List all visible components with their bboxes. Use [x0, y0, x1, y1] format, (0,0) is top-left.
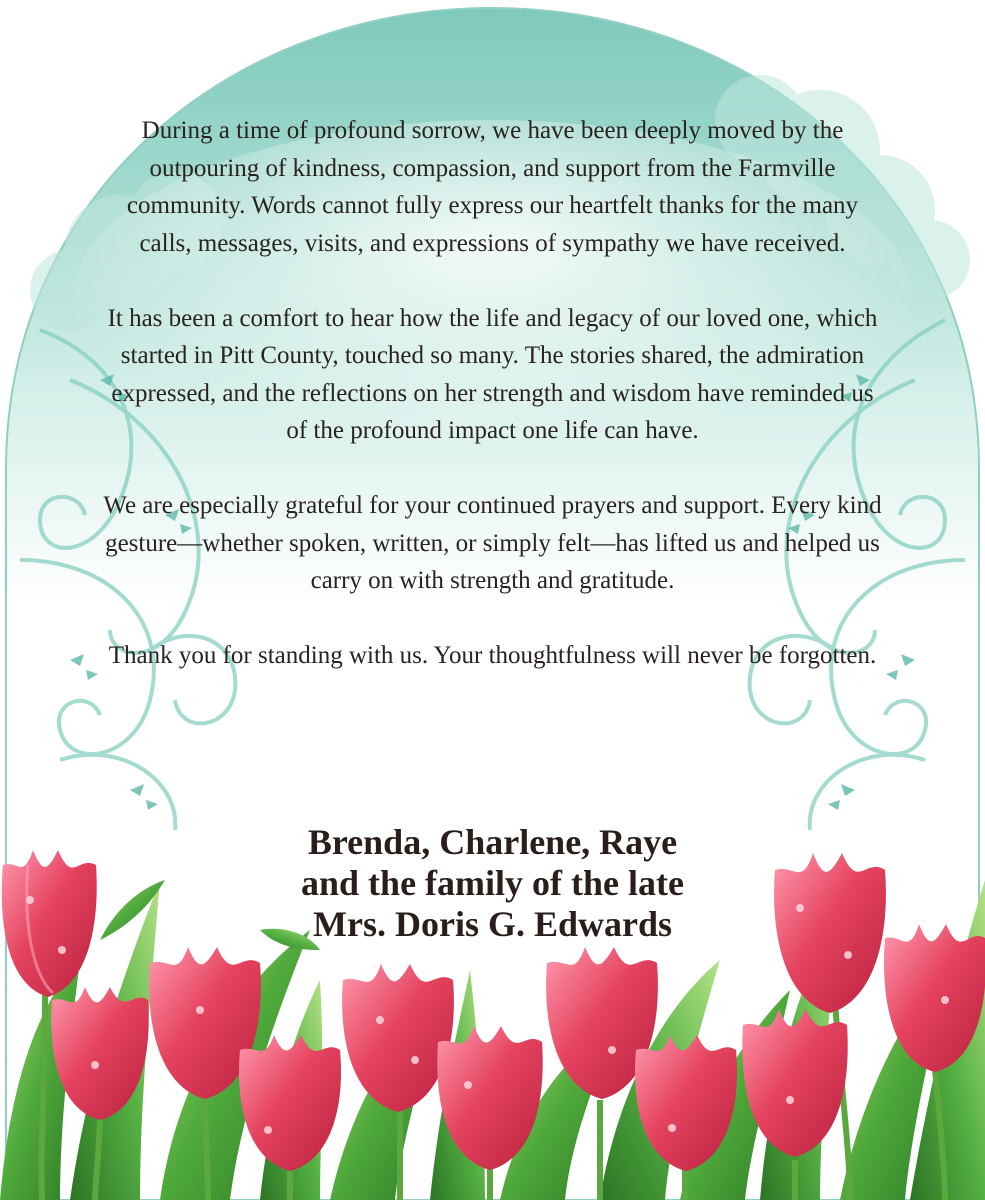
- message-paragraph: Thank you for standing with us. Your thoughtfulness will never be forgotten.: [108, 642, 877, 669]
- signature-line: Mrs. Doris G. Edwards: [313, 904, 672, 944]
- message-paragraph: We are especially grateful for your continued prayers and support. Every kind gesture—whether spoken, written, or simply felt—has lifted us and helped us carry on with strength and gratitude.: [103, 492, 882, 594]
- signature-line: Brenda, Charlene, Raye: [307, 822, 678, 862]
- signature-line: and the family of the late: [301, 863, 684, 903]
- message-paragraph: During a time of profound sorrow, we have been deeply moved by the outpouring of kindness, compassion, and support from the Farmville community. Words cannot fully express our heartfelt thanks for the many calls, messages, visits, and expressions of sympathy we have received.: [126, 117, 859, 257]
- message-paragraph: It has been a comfort to hear how the life and legacy of our loved one, which started in Pitt County, touched so many. The stories shared, the admiration expressed, and the reflections on her strength and wisdom have reminded us of the profound impact one life can have.: [107, 304, 878, 444]
